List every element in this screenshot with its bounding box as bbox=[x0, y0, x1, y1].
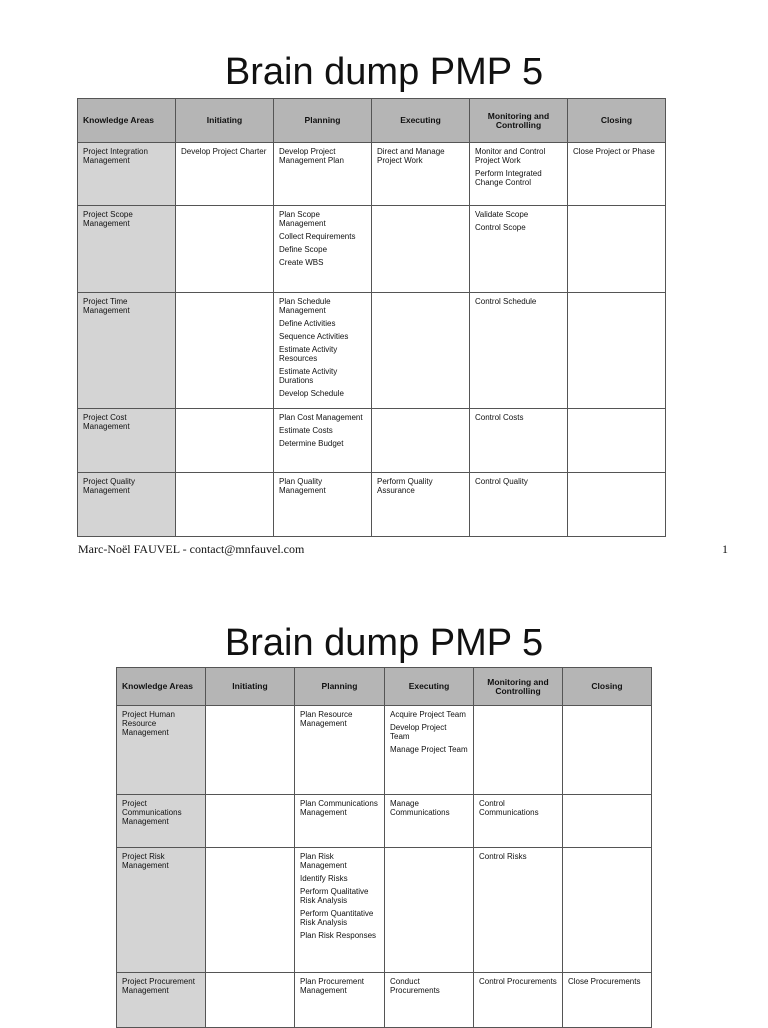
initiating-cell bbox=[176, 206, 274, 293]
planning-cell bbox=[295, 973, 385, 1028]
process-item: Identify Risks bbox=[300, 874, 348, 883]
column-header: Closing bbox=[563, 668, 652, 706]
planning-cell bbox=[295, 795, 385, 848]
column-header: Executing bbox=[385, 668, 474, 706]
executing-cell bbox=[372, 409, 470, 473]
initiating-cell bbox=[176, 473, 274, 537]
process-item: Plan Communications Management bbox=[300, 799, 378, 817]
process-item: Plan Risk Management bbox=[300, 852, 347, 870]
process-item: Manage Project Team bbox=[390, 745, 468, 754]
process-item: Estimate Activity Durations bbox=[279, 367, 338, 385]
process-item: Develop Project Management Plan bbox=[279, 147, 344, 165]
closing-cell bbox=[563, 706, 652, 795]
page-title: Brain dump PMP 5 bbox=[224, 51, 544, 93]
table-row bbox=[117, 795, 652, 848]
table-row bbox=[78, 206, 666, 293]
process-item: Control Costs bbox=[475, 413, 524, 422]
initiating-cell bbox=[206, 848, 295, 973]
executing-cell bbox=[372, 473, 470, 537]
executing-cell bbox=[385, 706, 474, 795]
process-item: Plan Scope Management bbox=[279, 210, 326, 228]
process-item: Create WBS bbox=[279, 258, 324, 267]
closing-cell bbox=[563, 973, 652, 1028]
process-item: Plan Schedule Management bbox=[279, 297, 331, 315]
table-row bbox=[117, 848, 652, 973]
planning-cell bbox=[295, 706, 385, 795]
column-header: Executing bbox=[372, 99, 470, 143]
table-row bbox=[117, 973, 652, 1028]
process-item: Develop Project Charter bbox=[181, 147, 267, 156]
table-row bbox=[78, 293, 666, 409]
process-item: Estimate Activity Resources bbox=[279, 345, 338, 363]
monitoring-cell bbox=[470, 409, 568, 473]
page-number: 1 bbox=[722, 542, 728, 556]
initiating-cell bbox=[176, 293, 274, 409]
monitoring-cell bbox=[470, 293, 568, 409]
process-item: Close Procurements bbox=[568, 977, 641, 986]
page-title: Brain dump PMP 5 bbox=[224, 622, 544, 664]
monitoring-cell bbox=[474, 706, 563, 795]
knowledge-area-cell: Project Scope Management bbox=[78, 206, 176, 293]
knowledge-area-cell: Project Procurement Management bbox=[117, 973, 206, 1028]
initiating-cell bbox=[206, 973, 295, 1028]
knowledge-area-cell: Project Integration Management bbox=[78, 143, 176, 206]
table-header-row bbox=[78, 99, 666, 143]
process-item: Collect Requirements bbox=[279, 232, 356, 241]
planning-cell bbox=[274, 473, 372, 537]
process-item: Develop Schedule bbox=[279, 389, 344, 398]
monitoring-cell bbox=[470, 143, 568, 206]
process-item: Plan Risk Responses bbox=[300, 931, 377, 940]
column-header: Monitoring and Controlling bbox=[470, 99, 568, 143]
monitoring-cell bbox=[474, 973, 563, 1028]
column-header: Initiating bbox=[206, 668, 295, 706]
process-item: Perform Quality Assurance bbox=[377, 477, 433, 495]
process-item: Control Schedule bbox=[475, 297, 537, 306]
process-item: Determine Budget bbox=[279, 439, 344, 448]
initiating-cell bbox=[176, 143, 274, 206]
process-item: Estimate Costs bbox=[279, 426, 333, 435]
column-header: Initiating bbox=[176, 99, 274, 143]
process-item: Sequence Activities bbox=[279, 332, 349, 341]
process-item: Validate Scope bbox=[475, 210, 529, 219]
knowledge-area-cell: Project Quality Management bbox=[78, 473, 176, 537]
process-item: Monitor and Control Project Work bbox=[475, 147, 546, 165]
process-item: Perform Qualitative Risk Analysis bbox=[300, 887, 369, 905]
monitoring-cell bbox=[474, 848, 563, 973]
initiating-cell bbox=[176, 409, 274, 473]
closing-cell bbox=[568, 206, 666, 293]
monitoring-cell bbox=[474, 795, 563, 848]
executing-cell bbox=[372, 293, 470, 409]
monitoring-cell bbox=[470, 473, 568, 537]
executing-cell bbox=[372, 206, 470, 293]
planning-cell bbox=[274, 293, 372, 409]
table-row bbox=[78, 409, 666, 473]
planning-cell bbox=[274, 409, 372, 473]
planning-cell bbox=[295, 848, 385, 973]
process-item: Acquire Project Team bbox=[390, 710, 466, 719]
executing-cell bbox=[385, 795, 474, 848]
column-header: Planning bbox=[274, 99, 372, 143]
knowledge-area-cell: Project Communications Management bbox=[117, 795, 206, 848]
column-header: Closing bbox=[568, 99, 666, 143]
executing-cell bbox=[385, 848, 474, 973]
process-item: Conduct Procurements bbox=[390, 977, 440, 995]
process-item: Manage Communications bbox=[390, 799, 450, 817]
closing-cell bbox=[563, 848, 652, 973]
knowledge-area-cell: Project Risk Management bbox=[117, 848, 206, 973]
process-item: Perform Integrated Change Control bbox=[475, 169, 542, 187]
process-item: Define Scope bbox=[279, 245, 328, 254]
process-table bbox=[77, 98, 666, 537]
table-header-row bbox=[117, 668, 652, 706]
closing-cell bbox=[568, 143, 666, 206]
initiating-cell bbox=[206, 795, 295, 848]
process-item: Control Procurements bbox=[479, 977, 557, 986]
closing-cell bbox=[568, 409, 666, 473]
closing-cell bbox=[563, 795, 652, 848]
closing-cell bbox=[568, 293, 666, 409]
column-header: Planning bbox=[295, 668, 385, 706]
column-header: Knowledge Areas bbox=[78, 99, 176, 143]
closing-cell bbox=[568, 473, 666, 537]
process-item: Plan Quality Management bbox=[279, 477, 326, 495]
initiating-cell bbox=[206, 706, 295, 795]
monitoring-cell bbox=[470, 206, 568, 293]
column-header: Knowledge Areas bbox=[117, 668, 206, 706]
table-row bbox=[78, 473, 666, 537]
knowledge-area-cell: Project Cost Management bbox=[78, 409, 176, 473]
executing-cell bbox=[385, 973, 474, 1028]
process-item: Plan Resource Management bbox=[300, 710, 353, 728]
process-item: Direct and Manage Project Work bbox=[377, 147, 445, 165]
planning-cell bbox=[274, 143, 372, 206]
knowledge-area-cell: Project Human Resource Management bbox=[117, 706, 206, 795]
process-item: Plan Cost Management bbox=[279, 413, 363, 422]
process-item: Plan Procurement Management bbox=[300, 977, 365, 995]
footer-author: Marc-Noël FAUVEL - contact@mnfauvel.com bbox=[78, 542, 305, 556]
process-item: Define Activities bbox=[279, 319, 336, 328]
planning-cell bbox=[274, 206, 372, 293]
process-item: Perform Quantitative Risk Analysis bbox=[300, 909, 374, 927]
executing-cell bbox=[372, 143, 470, 206]
process-item: Control Communications bbox=[479, 799, 539, 817]
process-item: Develop Project Team bbox=[390, 723, 447, 741]
table-row bbox=[117, 706, 652, 795]
process-item: Close Project or Phase bbox=[573, 147, 655, 156]
process-table bbox=[116, 667, 652, 1028]
table-row bbox=[78, 143, 666, 206]
process-item: Control Risks bbox=[479, 852, 527, 861]
column-header: Monitoring and Controlling bbox=[474, 668, 563, 706]
process-item: Control Scope bbox=[475, 223, 526, 232]
knowledge-area-cell: Project Time Management bbox=[78, 293, 176, 409]
process-item: Control Quality bbox=[475, 477, 528, 486]
